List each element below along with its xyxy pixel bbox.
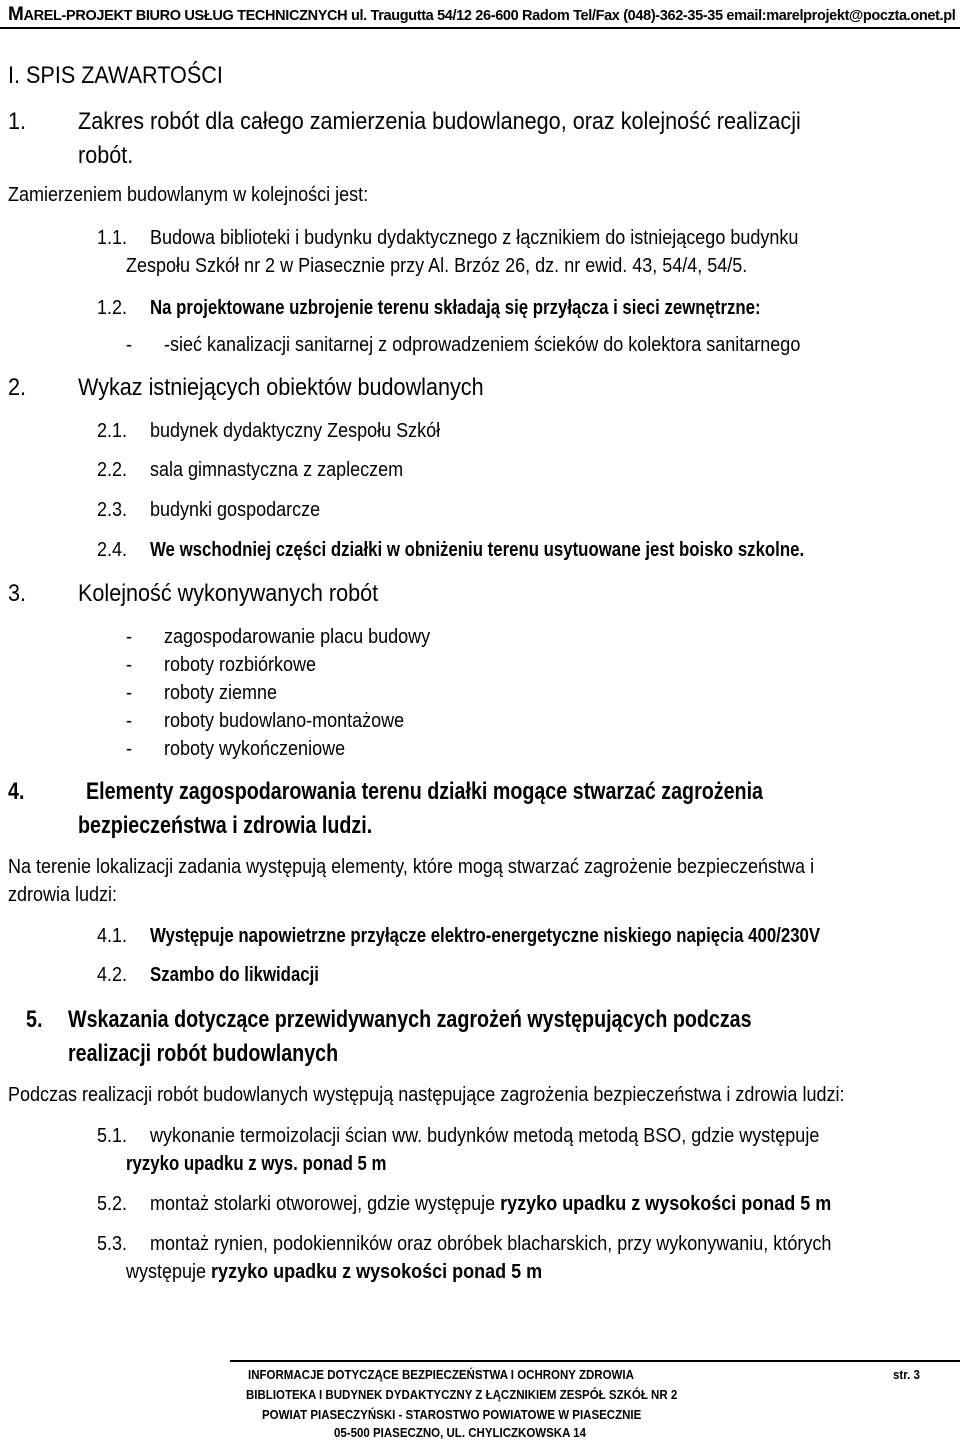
page-number: str. 3 bbox=[893, 1368, 920, 1382]
item-2-1-text: budynek dydaktyczny Zespołu Szkół bbox=[150, 420, 441, 442]
section-4-intro-line1: Na terenie lokalizacji zadania występują elementy, które mogą stwarzać zagrożenie bezpieczeństwa i bbox=[8, 856, 815, 878]
item-5-1-number: 5.1. bbox=[97, 1125, 128, 1147]
item-5-2-number: 5.2. bbox=[97, 1193, 128, 1215]
footer-line4: 05-500 PIASECZNO, UL. CHYLICZKOWSKA 14 bbox=[334, 1426, 586, 1440]
section-4-title-line2: bezpieczeństwa i zdrowia ludzi. bbox=[78, 812, 373, 839]
work-item-5: roboty wykończeniowe bbox=[164, 738, 346, 760]
header-initial: M bbox=[8, 4, 24, 25]
item-4-1-text: Występuje napowietrzne przyłącze elektro-energetyczne niskiego napięcia 400/230V bbox=[150, 925, 821, 947]
page-header bbox=[8, 4, 955, 26]
item-2-3-text: budynki gospodarcze bbox=[150, 499, 321, 521]
item-5-2-plain: montaż stolarki otworowej, gdzie występuje bbox=[150, 1193, 501, 1215]
toc-title: I. SPIS ZAWARTOŚCI bbox=[8, 62, 223, 89]
section-5-title-line2: realizacji robót budowlanych bbox=[68, 1040, 339, 1067]
item-4-2-number: 4.2. bbox=[97, 964, 128, 986]
work-item-4: roboty budowlano-montażowe bbox=[164, 710, 405, 732]
item-4-1-number: 4.1. bbox=[97, 925, 128, 947]
item-2-1-number: 2.1. bbox=[97, 420, 128, 442]
item-5-3-line1: montaż rynien, podokienników oraz obróbek blacharskich, przy wykonywaniu, których bbox=[150, 1233, 832, 1255]
section-5-title-line1: Wskazania dotyczące przewidywanych zagrożeń występujących podczas bbox=[68, 1006, 752, 1033]
item-5-3-number: 5.3. bbox=[97, 1233, 128, 1255]
section-4-number: 4. bbox=[8, 778, 25, 805]
list-dash: - bbox=[126, 710, 133, 732]
list-dash: - bbox=[126, 626, 133, 648]
header-text: AREL-PROJEKT BIURO USŁUG TECHNICZNYCH ul. Traugutta 54/12 26-600 Radom Tel/Fax (048)-362-35-35 email:marelprojekt@poczta.onet.pl bbox=[23, 8, 956, 24]
item-5-2-text bbox=[150, 1193, 831, 1216]
item-1-1-number: 1.1. bbox=[97, 227, 128, 249]
item-5-3-line2 bbox=[126, 1261, 542, 1284]
section-3-number: 3. bbox=[8, 580, 27, 607]
list-dash: - bbox=[126, 682, 133, 704]
list-dash: - bbox=[126, 738, 133, 760]
item-2-2-number: 2.2. bbox=[97, 459, 128, 481]
footer-line3: POWIAT PIASECZYŃSKI - STAROSTWO POWIATOWE W PIASECZNIE bbox=[262, 1408, 642, 1422]
work-item-2: roboty rozbiórkowe bbox=[164, 654, 317, 676]
section-1-title-line1: Zakres robót dla całego zamierzenia budowlanego, oraz kolejność realizacji bbox=[78, 108, 801, 135]
work-item-1: zagospodarowanie placu budowy bbox=[164, 626, 431, 648]
section-5-number: 5. bbox=[26, 1006, 43, 1033]
item-2-2-text: sala gimnastyczna z zapleczem bbox=[150, 459, 404, 481]
item-5-3-bold: ryzyko upadku z wysokości ponad 5 m bbox=[211, 1261, 543, 1283]
section-2-title: Wykaz istniejących obiektów budowlanych bbox=[78, 374, 484, 401]
footer-line2: BIBLIOTEKA I BUDYNEK DYDAKTYCZNY Z ŁĄCZNIKIEM ZESPÓŁ SZKÓŁ NR 2 bbox=[246, 1388, 678, 1402]
item-1-1-line1: Budowa biblioteki i budynku dydaktycznego z łącznikiem do istniejącego budynku bbox=[150, 227, 799, 249]
item-1-2-sub: -sieć kanalizacji sanitarnej z odprowadzeniem ścieków do kolektora sanitarnego bbox=[164, 334, 801, 356]
item-2-4-number: 2.4. bbox=[97, 539, 128, 561]
item-1-2-text: Na projektowane uzbrojenie terenu składają się przyłącza i sieci zewnętrzne: bbox=[150, 297, 761, 319]
list-dash: - bbox=[126, 654, 133, 676]
footer-line1: INFORMACJE DOTYCZĄCE BEZPIECZEŃSTWA I OCHRONY ZDROWIA bbox=[248, 1368, 634, 1382]
item-4-2-text: Szambo do likwidacji bbox=[150, 964, 319, 986]
item-5-1-line1: wykonanie termoizolacji ścian ww. budynków metodą metodą BSO, gdzie występuje bbox=[150, 1125, 820, 1147]
section-4-intro-line2: zdrowia ludzi: bbox=[8, 884, 118, 906]
section-2-number: 2. bbox=[8, 374, 27, 401]
item-5-3-plain: występuje bbox=[126, 1261, 212, 1283]
item-1-2-number: 1.2. bbox=[97, 297, 128, 319]
work-item-3: roboty ziemne bbox=[164, 682, 278, 704]
item-5-2-bold: ryzyko upadku z wysokości ponad 5 m bbox=[500, 1193, 832, 1215]
section-1-title-line2: robót. bbox=[78, 142, 134, 169]
item-2-4-text: We wschodniej części działki w obniżeniu terenu usytuowane jest boisko szkolne. bbox=[150, 539, 805, 561]
section-4-title-line1: Elementy zagospodarowania terenu działki mogące stwarzać zagrożenia bbox=[86, 778, 763, 805]
section-5-intro: Podczas realizacji robót budowlanych występują następujące zagrożenia bezpieczeństwa i zdrowia ludzi: bbox=[8, 1084, 845, 1106]
item-1-1-line2: Zespołu Szkół nr 2 w Piasecznie przy Al. Brzóz 26, dz. nr ewid. 43, 54/4, 54/5. bbox=[126, 255, 748, 277]
section-1-intro: Zamierzeniem budowlanym w kolejności jest: bbox=[8, 184, 369, 206]
section-3-title: Kolejność wykonywanych robót bbox=[78, 580, 379, 607]
item-1-2-dash: - bbox=[126, 334, 133, 356]
header-rule bbox=[0, 27, 960, 29]
section-1-number: 1. bbox=[8, 108, 27, 135]
item-5-1-line2: ryzyko upadku z wys. ponad 5 m bbox=[126, 1153, 387, 1175]
footer-rule bbox=[230, 1360, 960, 1362]
item-2-3-number: 2.3. bbox=[97, 499, 128, 521]
